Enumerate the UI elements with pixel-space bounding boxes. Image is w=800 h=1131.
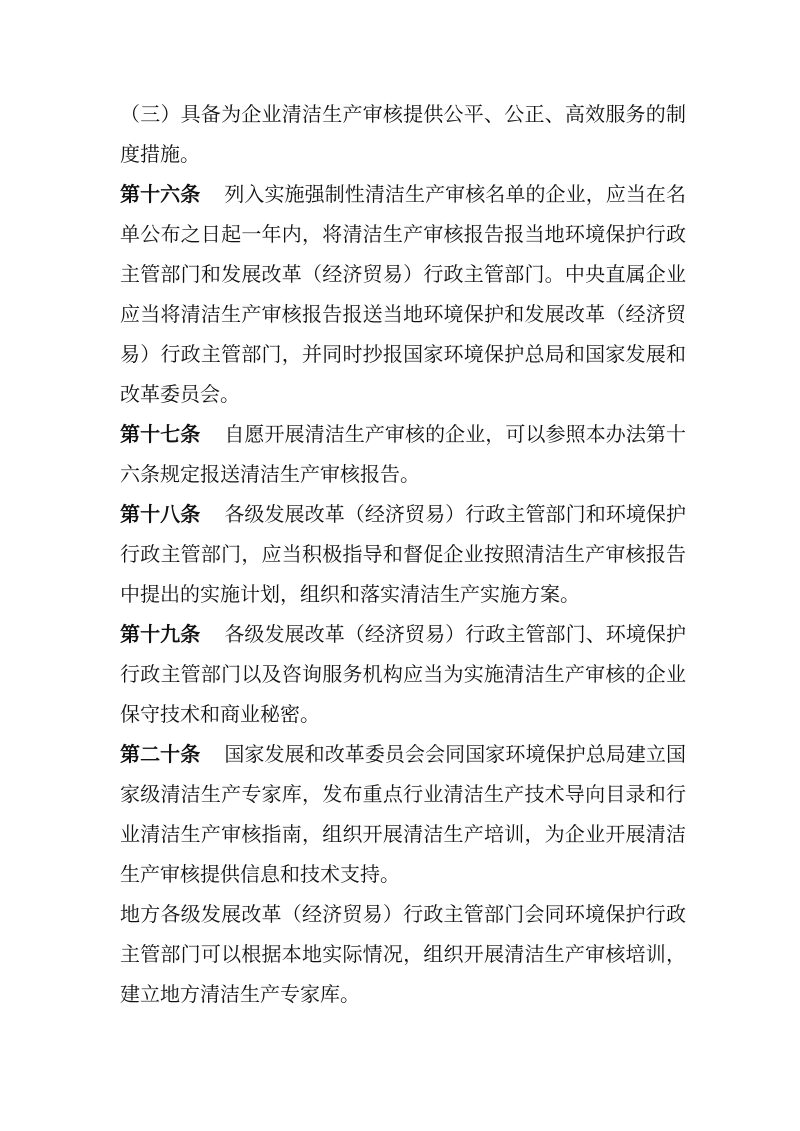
article-17-text: 自愿开展清洁生产审核的企业，可以参照本办法第十六条规定报送清洁生产审核报告。 <box>120 422 687 486</box>
article-18-text: 各级发展改革（经济贸易）行政主管部门和环境保护行政主管部门，应当积极指导和督促企业按照清洁生产审核报告中提出的实施计划，组织和落实清洁生产实施方案。 <box>120 502 687 606</box>
article-16-text: 列入实施强制性清洁生产审核名单的企业，应当在名单公布之日起一年内，将清洁生产审核报告报当地环境保护行政主管部门和发展改革（经济贸易）行政主管部门。中央直属企业应当将清洁生产审核报告报送当地环境保护和发展改革（经济贸易）行政主管部门，并同时抄报国家环境保护总局和国家发展和改革委员会。 <box>120 182 687 406</box>
document-body <box>120 94 686 1014</box>
paragraph-item-3 <box>120 94 686 174</box>
article-18 <box>120 494 686 614</box>
paragraph-text: 地方各级发展改革（经济贸易）行政主管部门会同环境保护行政主管部门可以根据本地实际情况，组织开展清洁生产审核培训，建立地方清洁生产专家库。 <box>120 902 686 1006</box>
paragraph-text: （三）具备为企业清洁生产审核提供公平、公正、高效服务的制度措施。 <box>120 102 686 166</box>
article-16 <box>120 174 686 414</box>
article-19 <box>120 614 686 734</box>
article-20-continuation <box>120 894 686 1014</box>
article-20-text: 国家发展和改革委员会会同国家环境保护总局建立国家级清洁生产专家库，发布重点行业清洁生产技术导向目录和行业清洁生产审核指南，组织开展清洁生产培训，为企业开展清洁生产审核提供信息和技术支持。 <box>120 742 687 886</box>
article-17-label: 第十七条 <box>120 422 201 446</box>
article-17 <box>120 414 686 494</box>
article-19-text: 各级发展改革（经济贸易）行政主管部门、环境保护行政主管部门以及咨询服务机构应当为实施清洁生产审核的企业保守技术和商业秘密。 <box>120 622 687 726</box>
article-16-label: 第十六条 <box>120 182 201 206</box>
article-20-label: 第二十条 <box>120 742 201 766</box>
article-19-label: 第十九条 <box>120 622 201 646</box>
article-18-label: 第十八条 <box>120 502 201 526</box>
article-20 <box>120 734 686 894</box>
